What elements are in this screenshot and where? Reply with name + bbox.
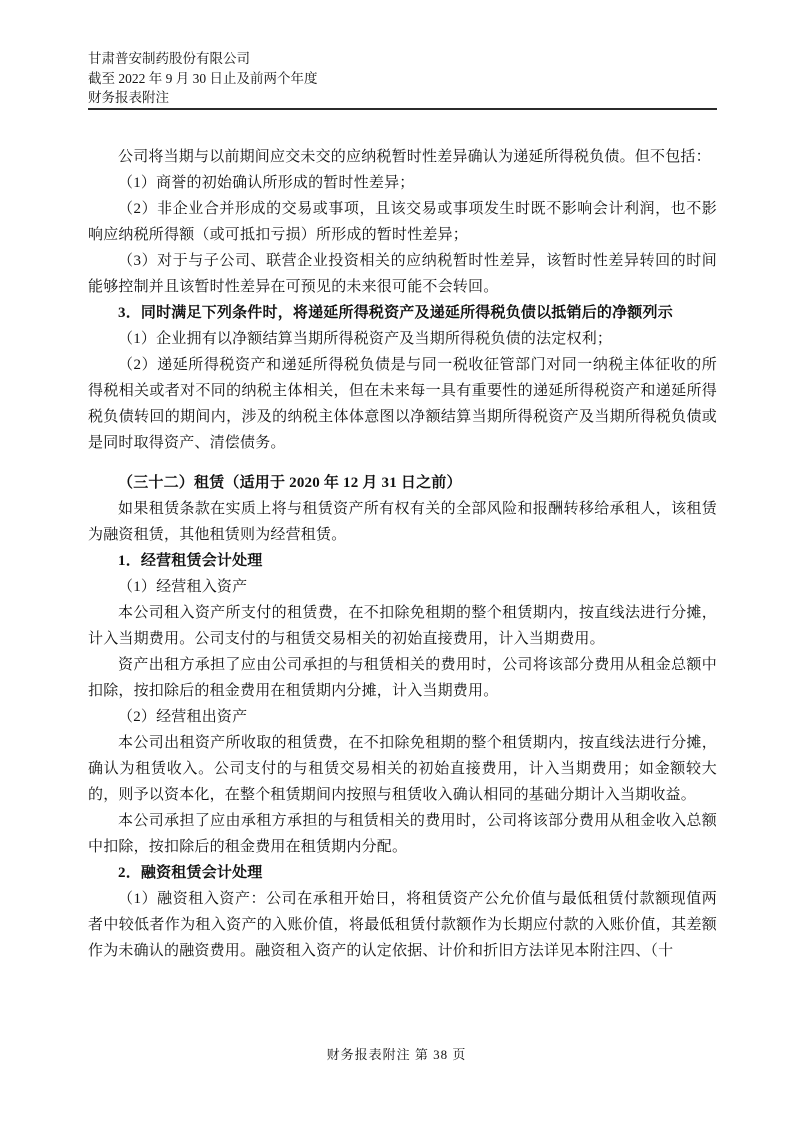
paragraph: （1）融资租入资产：公司在承租开始日，将租赁资产公允价值与最低租赁付款额现值两者中较低者作为租入资产的入账价值，将最低租赁付款额作为长期应付款的入账价值，其差额作为未确认的融资费用。融资租入资产的认定依据、计价和折旧方法详见本附注四、（十 [88, 891, 717, 959]
paragraph: 资产出租方承担了应由公司承担的与租赁相关的费用时，公司将该部分费用从租金总额中扣除，按扣除后的租金费用在租赁期内分摊，计入当期费用。 [88, 657, 717, 699]
paragraph: 本公司租入资产所支付的租赁费，在不扣除免租期的整个租赁期内，按直线法进行分摊，计入当期费用。公司支付的与租赁交易相关的初始直接费用，计入当期费用。 [88, 605, 717, 647]
paragraph: 本公司承担了应由承租方承担的与租赁相关的费用时，公司将该部分费用从租金收入总额中扣除，按扣除后的租金费用在租赁期内分配。 [88, 813, 717, 855]
bold-subheading: 2．融资租赁会计处理 [118, 865, 263, 881]
footer-page-label: 财务报表附注 第 38 页 [326, 1047, 467, 1062]
paragraph: 本公司出租资产所收取的租赁费，在不扣除免租期的整个租赁期内，按直线法进行分摊，确认为租赁收入。公司支付的与租赁交易相关的初始直接费用，计入当期费用；如金额较大的，则予以资本化，在整个租赁期间内按照与租赁收入确认相同的基础分期计入当期收益。 [88, 735, 717, 803]
paragraph: 公司将当期与以前期间应交未交的应纳税暂时性差异确认为递延所得税负债。但不包括： [118, 149, 711, 165]
paragraph: 如果租赁条款在实质上将与租赁资产所有权有关的全部风险和报酬转移给承租人，该租赁为融资租赁，其他租赁则为经营租赁。 [88, 501, 717, 543]
paragraph: （1）经营租入资产 [118, 579, 248, 595]
header-reporting-period: 截至 2022 年 9 月 30 日止及前两个年度 [88, 70, 318, 86]
paragraph: （1）商誉的初始确认所形成的暂时性差异； [118, 175, 415, 191]
paragraph: （1）企业拥有以净额结算当期所得税资产及当期所得税负债的法定权利； [118, 331, 613, 347]
header-company-name: 甘肃普安制药股份有限公司 [88, 51, 250, 66]
page-footer [0, 1044, 793, 1063]
paragraph: （2）非企业合并形成的交易或事项，且该交易或事项发生时既不影响会计利润，也不影响应纳税所得额（或可抵扣亏损）所形成的暂时性差异； [88, 201, 717, 243]
document-header [88, 49, 716, 108]
bold-subheading: 1．经营租赁会计处理 [118, 553, 263, 569]
bold-subheading: 3．同时满足下列条件时，将递延所得税资产及递延所得税负债以抵销后的净额列示 [118, 305, 673, 321]
document-body [88, 144, 717, 964]
header-divider-rule [88, 108, 717, 110]
paragraph: （3）对于与子公司、联营企业投资相关的应纳税暂时性差异，该暂时性差异转回的时间能够控制并且该暂时性差异在可预见的未来很可能不会转回。 [88, 253, 717, 295]
section-heading: （三十二）租赁（适用于 2020 年 12 月 31 日之前） [118, 475, 462, 491]
header-doc-title: 财务报表附注 [88, 90, 169, 105]
paragraph: （2）经营租出资产 [118, 709, 248, 725]
paragraph: （2）递延所得税资产和递延所得税负债是与同一税收征管部门对同一纳税主体征收的所得税相关或者对不同的纳税主体相关，但在未来每一具有重要性的递延所得税资产和递延所得税负债转回的期间内，涉及的纳税主体体意图以净额结算当期所得税资产及当期所得税负债或是同时取得资产、清偿债务。 [88, 357, 717, 451]
